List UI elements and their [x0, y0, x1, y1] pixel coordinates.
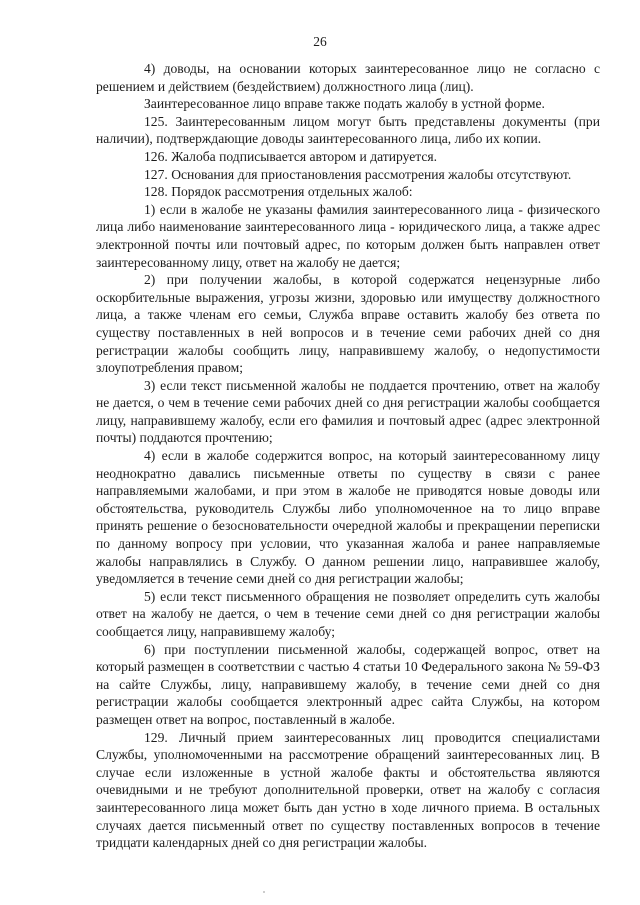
scan-artifact-dot: [263, 891, 265, 893]
paragraph-item-4-arguments: 4) доводы, на основании которых заинтересованное лицо не согласно с решением и действием (бездействием) должностного лица (лиц).: [96, 61, 600, 94]
paragraph-128: 128. Порядок рассмотрения отдельных жалоб:: [144, 184, 413, 200]
paragraph-125: 125. Заинтересованным лицом могут быть представлены документы (при наличии), подтверждающие доводы заинтересованного лица, либо их копии.: [96, 113, 600, 147]
paragraph-128-item-2: 2) при получении жалобы, в которой содержатся нецензурные либо оскорбительные выражения, угрозы жизни, здоровью или имуществу должностного лица, а также членам его семьи, Служба вправе оставить жалобу без ответа по существу поставленных в ней вопросов и в течение семи рабочих дней со дня регистрации жалобы сообщить лицу, направившему жалобу, о недопустимости злоупотребления правом;: [96, 272, 600, 376]
paragraph-128-item-3: 3) если текст письменной жалобы не поддается прочтению, ответ на жалобу не дается, о чем в течение семи рабочих дней со дня регистрации жалобы сообщается лицу, направившему жалобу, если его фамилия и почтовый адрес (адрес электронной почты) поддаются прочтению;: [96, 377, 600, 446]
paragraph-128-item-5: 5) если текст письменного обращения не позволяет определить суть жалобы ответ на жалобу не дается, о чем в течение семи дней со дня регистрации жалобы сообщается лицу, направившему жалобу;: [96, 588, 600, 639]
paragraph-128-item-1: 1) если в жалобе не указаны фамилия заинтересованного лица - физического лица либо наименование заинтересованного лица - юридического лица, а также адрес электронной почты или почтовый адрес, по которым должен быть направлен ответ заинтересованному лицу, ответ на жалобу не дается;: [96, 201, 600, 270]
paragraph-128-item-4: 4) если в жалобе содержится вопрос, на который заинтересованному лицу неоднократно давались письменные ответы по существу в связи с ранее направляемыми жалобами, и при этом в жалобе не приводятся новые доводы или обстоятельства, руководитель Службы либо уполномоченное на то лицо вправе принять решение о безосновательности очередной жалобы и прекращении переписки по данному вопросу при условии, что указанная жалоба и ранее направляемые жалобы направлялись в Службу. О данном решении лицо, направившее жалобу, уведомляется в течение семи дней со дня регистрации жалобы;: [96, 448, 600, 587]
paragraph-127: 127. Основания для приостановления рассмотрения жалобы отсутствуют.: [144, 166, 572, 182]
paragraph-oral-complaint: Заинтересованное лицо вправе также подать жалобу в устной форме.: [144, 96, 545, 112]
page-number: 26: [313, 34, 327, 49]
paragraph-129: 129. Личный прием заинтересованных лиц проводится специалистами Службы, уполномоченными на рассмотрение обращений заинтересованных лиц. В случае если изложенные в устной жалобе факты и обстоятельства являются очевидными и не требуют дополнительной проверки, ответ на жалобу с согласия заинтересованного лица может быть дан устно в ходе личного приема. В остальных случаях дается письменный ответ по существу поставленных вопросов в течение тридцати календарных дней со дня регистрации жалобы.: [96, 729, 600, 851]
paragraph-126: 126. Жалоба подписывается автором и датируется.: [144, 148, 438, 164]
document-body: [96, 60, 600, 852]
paragraph-128-item-6: 6) при поступлении письменной жалобы, содержащей вопрос, ответ на который размещен в соответствии с частью 4 статьи 10 Федерального закона № 59-ФЗ на сайте Службы, лицу, направившему жалобу, в течение семи дней со дня регистрации жалобы сообщается электронный адрес сайта Службы, на котором размещен ответ на вопрос, поставленный в жалобе.: [96, 641, 600, 727]
